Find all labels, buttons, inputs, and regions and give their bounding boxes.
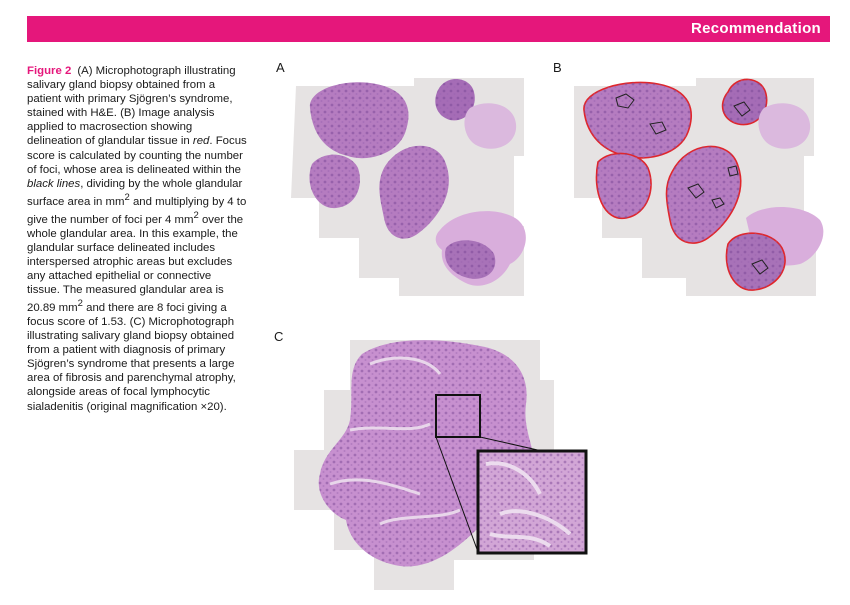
caption-text-2: . Focus score is calculated by counting the number of foci, whose area is delineated within the [27,135,247,176]
caption-text-1: (A) Microphotograph illustrating salivary gland biopsy obtained from a patient with primary Sjögren’s syndrome, stained with H&E. (B) Image analysis applied to macrosection showing delineation of glandular tissue in [27,65,236,148]
panel-a-image [288,68,533,308]
delineated-region [596,153,651,218]
caption-text-5: over the whole glandular area. In this example, the glandular surface delineated includes interspersed atrophic areas but excludes any attached epithelial or connective tissue. The measured glandular area is 20.89 mm [27,213,244,314]
panel-b-image [568,68,830,308]
tissue-fragment [758,103,810,149]
panel-c-label: C [274,329,284,344]
panel-b-image-analysis [568,68,830,308]
caption-text-3: , dividing by the whole glandular surface area in mm [27,177,243,208]
caption-text-4: and multiplying by 4 to give the number of foci per 4 mm [27,195,247,226]
caption-superscript: 2 [77,298,83,310]
caption-emphasis-black-lines: black lines [27,177,81,190]
zoom-inset [478,451,586,553]
figure-caption [27,64,247,414]
figure-label: Figure 2 [27,65,72,77]
caption-superscript: 2 [124,191,130,203]
panel-a-micrograph [288,68,533,308]
caption-text-6: and there are 8 foci giving a focus score of 1.53. (C) Microphotograph illustrating salivary gland biopsy obtained from a patient with diagnosis of primary Sjögren’s syndrome that presents a large area of fibrosis and parenchymal atrophy, alongside areas of focal lymphocytic sialadenitis (original magnification ×20). [27,301,236,413]
panel-c-image [290,334,590,594]
caption-superscript: 2 [193,209,199,221]
tissue-fragment [464,103,516,149]
panel-b-label: B [553,60,562,75]
caption-emphasis-red: red [192,135,210,148]
panel-a-label: A [276,60,285,75]
section-label: Recommendation [690,20,821,37]
tissue-fragment [309,155,359,208]
section-banner [27,16,830,42]
panel-c-micrograph [290,334,590,594]
